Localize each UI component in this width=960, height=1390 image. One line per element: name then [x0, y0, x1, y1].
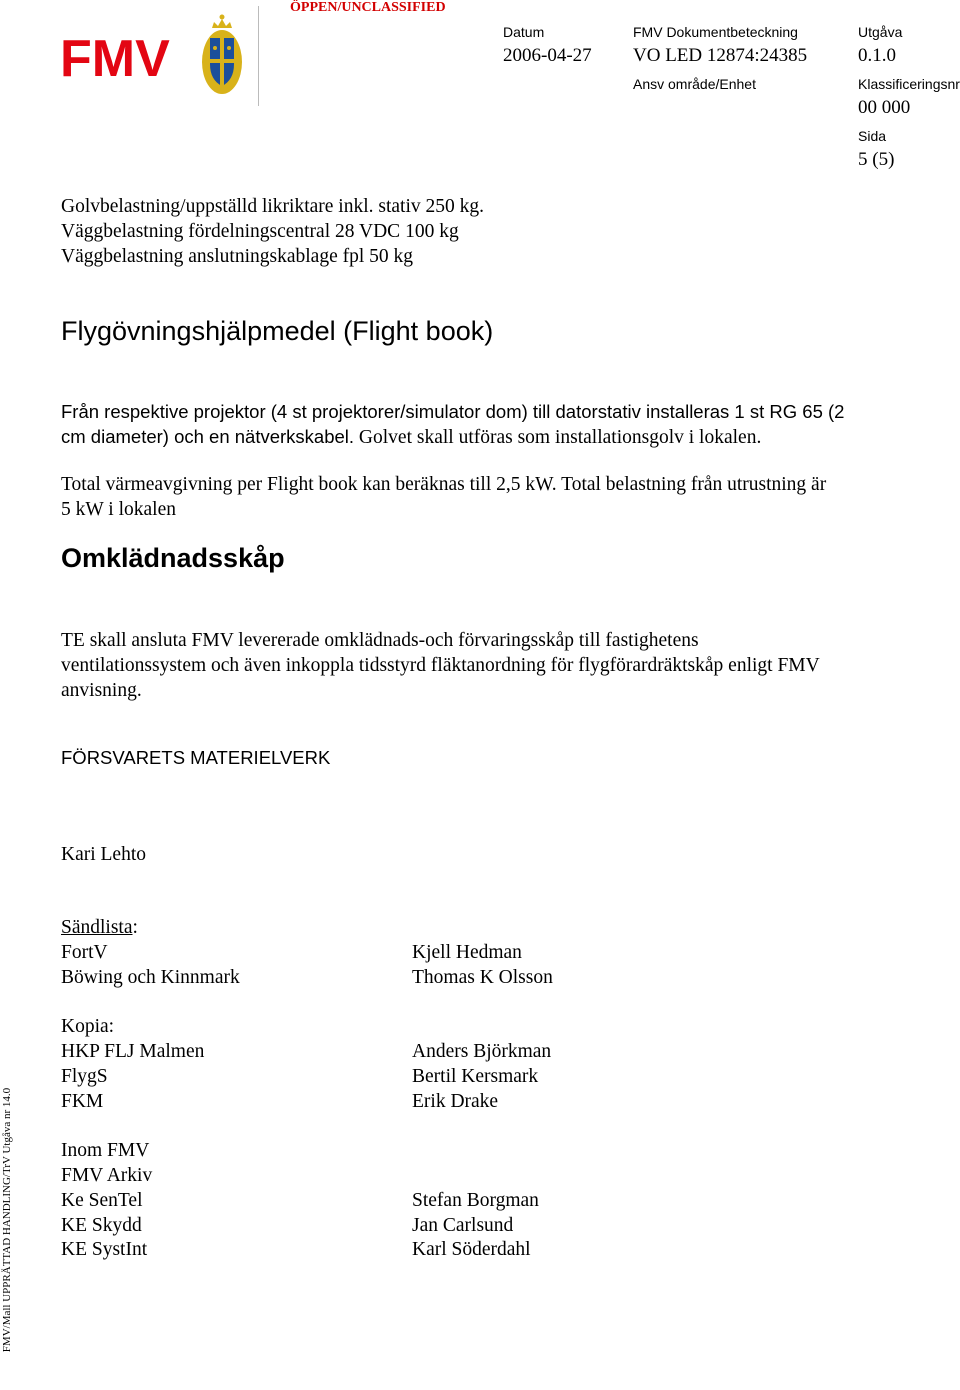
- crown-shield-emblem-icon: [202, 15, 242, 95]
- date-value: 2006-04-27: [503, 45, 592, 66]
- load-wall-distribution: Väggbelastning fördelningscentral 28 VDC 100 kg: [61, 221, 459, 242]
- distribution-item: Ke SenTel: [61, 1189, 143, 1211]
- distribution-item: Böwing och Kinnmark: [61, 966, 240, 988]
- distribution-item: KE SystInt: [61, 1239, 148, 1261]
- distribution-title-text: Sändlista: [61, 917, 133, 938]
- load-list: [61, 194, 484, 269]
- distribution-item: KE Skydd: [61, 1214, 142, 1236]
- lockers-line: anvisning.: [61, 680, 142, 701]
- para2-heat: Total värmeavgivning per Flight book kan beräknas till 2,5 kW.: [61, 474, 562, 495]
- classification-marking: ÖPPEN/UNCLASSIFIED: [290, 0, 446, 15]
- para1-line1: Från respektive projektor (4 st projektorer/simulator dom) till datorstativ installeras 1 st RG 65 (2: [61, 401, 845, 422]
- para1-line2-end: Golvet skall utföras som installationsgolv i lokalen.: [354, 427, 762, 448]
- page-number: 5 (5): [858, 149, 895, 170]
- distribution-right: [412, 916, 553, 1263]
- section-heading-lockers: Omklädnadsskåp: [61, 543, 285, 573]
- lockers-line: ventilationssystem och även inkoppla tidsstyrd fläktanordning för flygförardräktskåp enligt FMV: [61, 655, 820, 676]
- distribution-left: [61, 916, 240, 1263]
- docid-value: VO LED 12874:24385: [633, 45, 808, 66]
- distribution-item: Inom FMV: [61, 1140, 150, 1162]
- page-label: Sida: [858, 128, 887, 144]
- para2-line2: 5 kW i lokalen: [61, 499, 176, 520]
- distribution-item: Anders Björkman: [412, 1040, 552, 1062]
- classnr-label: Klassificeringsnr: [858, 76, 960, 92]
- distribution-item: FortV: [61, 941, 108, 963]
- header-divider: [258, 6, 259, 106]
- signature-name: Kari Lehto: [61, 844, 147, 865]
- date-label: Datum: [503, 24, 545, 40]
- distribution-item: HKP FLJ Malmen: [61, 1040, 205, 1062]
- distribution-item: Stefan Borgman: [412, 1189, 539, 1211]
- load-wall-cabling: Väggbelastning anslutningskablage fpl 50 kg: [61, 246, 414, 267]
- para1-line2-start: cm diameter) och en nätverkskabel.: [61, 426, 355, 447]
- distribution-item: FlygS: [61, 1065, 108, 1087]
- distribution-item: Bertil Kersmark: [412, 1065, 539, 1087]
- lockers-paragraph: [61, 628, 820, 703]
- para2-line1: [61, 472, 826, 497]
- para2-load: Total belastning från utrustning är: [561, 474, 827, 495]
- lockers-line: TE skall ansluta FMV levererade omklädnads-och förvaringsskåp till fastighetens: [61, 630, 699, 651]
- area-label: Ansv område/Enhet: [633, 76, 756, 92]
- copy-label: Kopia:: [61, 1016, 115, 1038]
- section-heading-flight-book: Flygövningshjälpmedel (Flight book): [61, 316, 494, 346]
- distribution-item: Karl Söderdahl: [412, 1239, 531, 1261]
- distribution-item: Thomas K Olsson: [412, 966, 553, 988]
- distribution-title: Sändlista:: [61, 917, 138, 938]
- classnr-value: 00 000: [858, 97, 911, 118]
- fmv-logo-text: FMV: [60, 30, 170, 88]
- distribution-item: FKM: [61, 1090, 104, 1112]
- edition-value: 0.1.0: [858, 45, 896, 66]
- edition-label: Utgåva: [858, 24, 903, 40]
- distribution-item: Erik Drake: [412, 1090, 499, 1112]
- flight-book-paragraph-2: [61, 472, 826, 522]
- docid-label: FMV Dokumentbeteckning: [633, 24, 798, 40]
- distribution-item: Jan Carlsund: [412, 1214, 514, 1236]
- signature-org: FÖRSVARETS MATERIELVERK: [61, 747, 331, 768]
- para1-line2: [61, 424, 844, 450]
- distribution-item: FMV Arkiv: [61, 1164, 153, 1186]
- load-floor: Golvbelastning/uppställd likriktare inkl. stativ 250 kg.: [61, 196, 484, 217]
- distribution-item: Kjell Hedman: [412, 941, 522, 963]
- flight-book-paragraph-1: [61, 399, 844, 450]
- template-footer: FMV/Mall UPPRÄTTAD HANDLING/TrV Utgåva nr 14.0: [1, 1087, 13, 1353]
- fmv-logo: [60, 8, 260, 103]
